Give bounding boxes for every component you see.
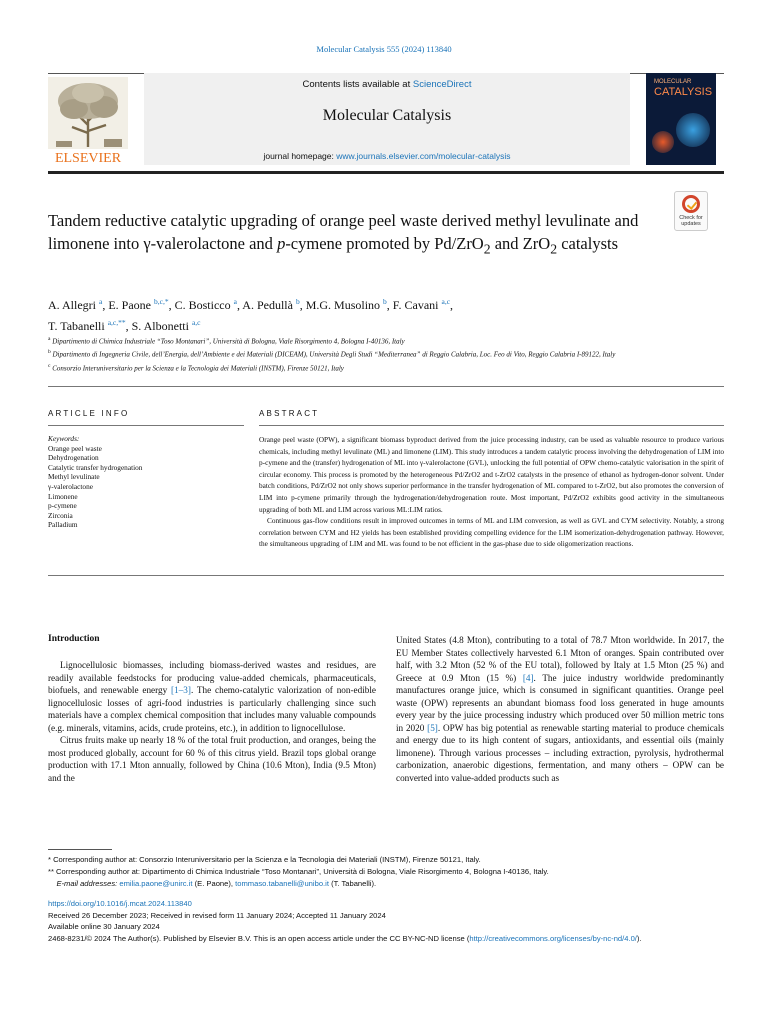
abstract-body xyxy=(259,434,724,550)
cover-graphic xyxy=(676,113,710,147)
citation-link[interactable]: [5] xyxy=(427,722,438,733)
email-line: E-mail addresses: emilia.paone@unirc.it (E. Paone), tommaso.tabanelli@unibo.it (T. Tabanelli). xyxy=(56,879,377,888)
abstract-paragraph: Continuous gas-flow conditions result in improved outcomes in terms of ML and LIM conversion, as well as GVL and CYM selectivity. Notably, a strong correlation between CYM and H2 yields has been established providing compelling evidence for the LIM isomerization-dehydrogenation pathway. However, the simultaneous upgrading of LIM and ML was found to be not efficient in the gas-phase due to side oligomerization reactions. xyxy=(259,516,724,549)
keyword: Methyl levulinate xyxy=(48,472,100,482)
author-list: A. Allegri $^a$, E. Paone $^{b,c,*}$, C. Bosticco $^a$, A. Pedullà $^b$, M.G. Musolino $^b$, F. Cavani $^{a,c}$, T. Tabanelli $^{a,c,**}$, S. Albonetti $^{a,c}$ xyxy=(48,297,454,333)
author-affil-link[interactable]: a,c,** xyxy=(107,318,126,327)
received-dates: Received 26 December 2023; Received in revised form 11 January 2024; Accepted 11 January 2024 xyxy=(48,910,386,920)
abstract-heading: ABSTRACT xyxy=(259,409,320,418)
doi-link[interactable]: https://doi.org/10.1016/j.mcat.2024.113840 xyxy=(48,899,192,908)
check-updates-line1: Check for xyxy=(679,215,703,221)
check-updates-line2: updates xyxy=(681,221,701,227)
body-column-left xyxy=(48,659,376,784)
cover-big-text: CATALYSIS xyxy=(654,86,713,98)
body-paragraph: United States (4.8 Mton), contributing to a total of 78.7 Mton worldwide. In 2017, the EU Member States collectively harvested 6.1 Mton of oranges. Spain contributed over half, with 3.2 Mton (52 % of the EU total), followed by Italy at 1.5 Mton (25 %) and Greece at 0.9 Mton (15 %) [4]. The juice industry worldwide predominantly manufactures orange juice, which is consumed in significant quantities. Orange peel waste (OPW) represents an abundant biomass food loss generated in huge amounts every year by the juice processing industry which produced over 50 million metric tons in 2020 [5]. OPW has big potential as renewable starting material to produce chemicals and energy due to its high content of sugars, antioxidants, and essential oils (mainly limonene). Through various processes – including extraction, pyrolysis, hydrothermal carbonization, anaerobic digestions, fermentation, and many others – OPW can be converted into value-added products such as xyxy=(396,635,724,784)
author: F. Cavani xyxy=(392,298,439,312)
author-affil-link[interactable]: b xyxy=(295,297,300,306)
author: E. Paone xyxy=(108,298,151,312)
author: A. Pedullà xyxy=(242,298,293,312)
author-affil-link[interactable]: a xyxy=(233,297,237,306)
author-affil-link[interactable]: b,c,* xyxy=(154,297,169,306)
article-info-heading: ARTICLE INFO xyxy=(48,409,130,418)
homepage-line xyxy=(144,151,630,161)
affiliations xyxy=(48,334,728,374)
keyword: Limonene xyxy=(48,491,78,501)
keywords-list xyxy=(48,434,244,530)
homepage-link[interactable]: www.journals.elsevier.com/molecular-catalysis xyxy=(336,151,511,161)
cover-small-text: MOLECULAR xyxy=(654,79,692,85)
keywords-label: Keywords: xyxy=(48,434,80,443)
author-affil-link[interactable]: a xyxy=(99,297,103,306)
author: M.G. Musolino xyxy=(305,298,381,312)
body-paragraph: Citrus fruits make up nearly 18 % of the total fruit production, and oranges, being the most produced globally, account for 60 % of this citrus yield. Brazil tops global orange production with 17.1 Mton annually, followed by China (10.6 Mton), India (9.5 Mton) and the xyxy=(48,735,376,783)
author: S. Albonetti xyxy=(131,319,189,333)
affiliation: $^b$ Dipartimento di Ingegneria Civile, dell’Energia, dell’Ambiente e dei Materiali (DICEAM), Università Degli Studi “Mediterranea” di Reggio Calabria, Loc. Feo di Vito, Reggio Calabria I-89122, Italy xyxy=(48,349,616,359)
check-updates-icon xyxy=(682,195,700,213)
sciencedirect-link[interactable]: ScienceDirect xyxy=(412,79,472,90)
keyword: Palladium xyxy=(48,520,78,530)
homepage-prefix: journal homepage: xyxy=(263,151,337,161)
check-for-updates-button[interactable] xyxy=(674,191,708,231)
author-affil-link[interactable]: a,c xyxy=(441,297,451,306)
footnote: ** Corresponding author at: Dipartimento di Chimica Industriale “Toso Montanari”, Università di Bologna, Viale Risorgimento 4, Bologna I-40136, Italy. xyxy=(48,867,549,876)
elsevier-wordmark: ELSEVIER xyxy=(54,151,122,165)
journal-ref-link[interactable]: Molecular Catalysis 555 (2024) 113840 xyxy=(316,44,452,54)
footnote-rule xyxy=(48,849,112,850)
body-column-right xyxy=(396,634,724,785)
elsevier-logo xyxy=(48,77,128,165)
footnotes xyxy=(48,854,728,890)
author-affil-link[interactable]: a,c xyxy=(191,318,201,327)
author: A. Allegri xyxy=(48,298,96,312)
author: C. Bosticco xyxy=(174,298,231,312)
publication-info xyxy=(48,898,728,944)
divider xyxy=(48,425,244,426)
journal-reference[interactable] xyxy=(0,44,768,54)
abstract-paragraph: Orange peel waste (OPW), a significant biomass byproduct derived from the juice processing industry, can be used as valuable resource to produce various chemicals, including methyl levulinate (ML) and limonene (LIM). This study introduces a tandem catalytic process involving the dehydrogenation of LIM into p-cymene and the (transfer) hydrogenation of ML into γ-valerolactone (GVL), unlocking the full potential of OPW chemo-catalytic valorisation in the spirit of circular economy. This process is promoted by the heterogeneous Pd/ZrO2 and t-ZrO2 catalysts in the presence of ethanol as hydrogen-donor solvent. Under batch conditions, Pd/ZrO2 not only shows superior performance in the transfer hydrogenation of ML compared to t-ZrO2, but also promotes the conversion of LIM into p-cymene primarily through the hydrogenation/dehydrogenation route. Most important, Pd/ZrO2 exhibits good activity in the simultaneous upgrading of both ML and LIM across various ML:LIM ratios. xyxy=(259,435,724,514)
keyword: Catalytic transfer hydrogenation xyxy=(48,462,143,472)
section-heading-introduction: Introduction xyxy=(48,634,100,644)
keyword: Zirconia xyxy=(48,510,73,520)
email-link[interactable]: emilia.paone@unirc.it xyxy=(119,879,193,888)
license-link[interactable]: http://creativecommons.org/licenses/by-nc-nd/4.0/ xyxy=(469,933,637,943)
divider xyxy=(48,386,724,387)
contents-line xyxy=(144,79,630,90)
cover-graphic-2 xyxy=(652,131,674,153)
divider xyxy=(259,425,724,426)
author: T. Tabanelli xyxy=(48,319,105,333)
keyword: Orange peel waste xyxy=(48,443,102,453)
footnote: * Corresponding author at: Consorzio Interuniversitario per la Scienza e la Tecnologia dei Materiali (INSTM), Firenze 50121, Italy. xyxy=(48,855,481,864)
contents-prefix: Contents lists available at xyxy=(302,79,413,90)
affiliation: $^c$ Consorzio Interuniversitario per la Scienza e la Tecnologia dei Materiali (INSTM), Firenze 50121, Italy xyxy=(48,362,344,372)
header-bottom-rule xyxy=(48,171,724,174)
body-paragraph: Lignocellulosic biomasses, including biomass-derived wastes and residues, are readily available feedstocks for producing value-added chemicals, pharmaceuticals, biofuels, and renewable energy [1–3]. The chemo-catalytic valorization of non-edible lignocellulosic losses of agri-food industries is particularly challenging since such materials have a complex chemical composition that includes many valuable compounds (e.g. minerals, vitamins, acids, crude proteins, etc.), in addition to lignocellulose. xyxy=(48,660,376,733)
article-title: Tandem reductive catalytic upgrading of orange peel waste derived methyl levulinate and limonene into γ-valerolactone and p-cymene promoted by Pd/ZrO$_2$ and ZrO$_2$ catalysts xyxy=(48,211,639,256)
journal-header xyxy=(48,73,724,165)
online-date: Available online 30 January 2024 xyxy=(48,922,160,931)
journal-cover-image[interactable] xyxy=(646,73,716,165)
elsevier-tree-icon xyxy=(48,77,128,165)
author-affil-link[interactable]: b xyxy=(383,297,387,306)
divider xyxy=(48,575,724,576)
citation-link[interactable]: [4] xyxy=(522,672,534,683)
citation-link[interactable]: [1–3] xyxy=(171,685,191,696)
keyword: Dehydrogenation xyxy=(48,453,99,463)
affiliation: $^a$ Dipartimento di Chimica Industriale “Toso Montanari”, Università di Bologna, Viale Risorgimento 4, Bologna I-40136, Italy xyxy=(48,336,405,346)
license-line: 2468-8231/© 2024 The Author(s). Published by Elsevier B.V. This is an open access article under the CC BY-NC-ND license (http://creativecommons.org/licenses/by-nc-nd/4.0/). xyxy=(48,933,642,943)
email-link[interactable]: tommaso.tabanelli@unibo.it xyxy=(235,879,329,888)
keyword: p-cymene xyxy=(48,501,77,511)
journal-title: Molecular Catalysis xyxy=(322,107,452,124)
keyword: γ-valerolactone xyxy=(48,481,93,491)
